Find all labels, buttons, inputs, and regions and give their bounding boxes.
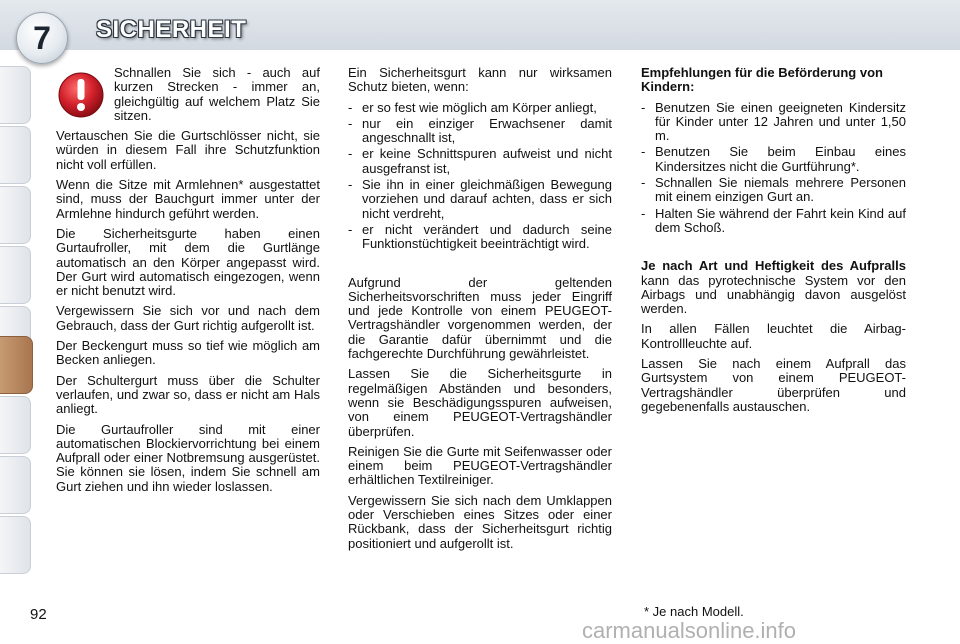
paragraph: Vergewissern Sie sich nach dem Umklappen oder Verschieben eines Sitzes oder einer Rückbank, dass der Sicherheitsgurt richtig positioniert und aufgerollt ist.	[348, 492, 612, 551]
paragraph: Vertauschen Sie die Gurtschlösser nicht, sie würden in diesem Fall ihre Schutzfunktion nicht voll erfüllen.	[56, 128, 320, 172]
chapter-title: SICHERHEIT	[96, 16, 247, 43]
spacer	[348, 258, 612, 276]
paragraph: Der Beckengurt muss so tief wie möglich am Becken anliegen.	[56, 338, 320, 368]
list-item: - er keine Schnittspuren aufweist und nicht ausgefranst ist,	[348, 147, 612, 176]
paragraph: Die Sicherheitsgurte haben einen Gurtaufroller, mit dem die Gurtlänge automatisch an den Körper angepasst wird. Der Gurt wird automatisch eingezogen, wenn er nicht benutzt wird.	[56, 225, 320, 299]
column-right	[641, 66, 906, 420]
paragraph: Die Gurtaufroller sind mit einer automatischen Blockiervorrichtung bei einem Aufprall oder einer Notbremsung ausgerüstet. Sie können sie lösen, indem Sie schnell am Gurt ziehen und ihn wieder loslassen.	[56, 421, 320, 494]
chapter-tab-active[interactable]	[0, 336, 33, 394]
column-left	[56, 66, 320, 500]
chapter-tab-strip	[0, 52, 34, 582]
paragraph: Reinigen Sie die Gurte mit Seifenwasser oder einem beim PEUGEOT-Vertragshändler erhältlichen Textilreiniger.	[348, 443, 612, 488]
page-number: 92	[30, 606, 47, 623]
chapter-tab-1[interactable]	[0, 66, 31, 124]
list-item: - er nicht verändert und dadurch seine Funktionstüchtigkeit beeinträchtigt wird.	[348, 223, 612, 252]
paragraph: Wenn die Sitze mit Armlehnen* ausgestattet sind, muss der Bauchgurt immer unter der Armlehne hindurch geführt werden.	[56, 177, 320, 221]
paragraph: Lassen Sie die Sicherheitsgurte in regelmäßigen Abständen und besonders, wenn sie Beschädigungsspuren aufweisen, von einem PEUGEOT-Vertragshändler überprüfen.	[348, 366, 612, 439]
paragraph: Ein Sicherheitsgurt kann nur wirksamen Schutz bieten, wenn:	[348, 65, 612, 95]
list-item: - Benutzen Sie beim Einbau eines Kindersitzes nicht die Gurtführung*.	[641, 145, 906, 174]
list-item: - nur ein einziger Erwachsener damit angeschnallt ist,	[348, 117, 612, 146]
conditions-list	[348, 101, 612, 252]
paragraph: Aufgrund der geltenden Sicherheitsvorschriften muss jeder Eingriff und jede Kontrolle von einem PEUGEOT-Vertragshändler vorgenommen werden, der die Garantie dafür übernimmt und die fachgerechte Durchführung gewährleistet.	[348, 274, 612, 362]
warning-text: Schnallen Sie sich - auch auf kurzen Strecken - immer an, gleichgültig auf welchem Platz Sie sitzen.	[114, 65, 320, 123]
paragraph: Vergewissern Sie sich vor und nach dem Gebrauch, dass der Gurt richtig aufgerollt ist.	[56, 303, 320, 333]
paragraph: In allen Fällen leuchtet die Airbag-Kontrollleuchte auf.	[641, 321, 906, 351]
footnote: * Je nach Modell.	[644, 604, 744, 619]
list-item: - Halten Sie während der Fahrt kein Kind auf dem Schoß.	[641, 207, 906, 236]
chapter-tab-4[interactable]	[0, 246, 31, 304]
chapter-tab-9[interactable]	[0, 516, 31, 574]
chapter-tab-8[interactable]	[0, 456, 31, 514]
pretensioner-paragraph	[641, 259, 906, 316]
warning-block	[56, 66, 320, 123]
chapter-tab-2[interactable]	[0, 126, 31, 184]
children-heading: Empfehlungen für die Beförderung von Kindern:	[641, 65, 883, 95]
list-item: - Benutzen Sie einen geeigneten Kindersitz für Kinder unter 12 Jahren und unter 1,50 m.	[641, 101, 906, 144]
pretensioner-text: kann das pyrotechnische System vor den Airbags und unabhängig davon ausgelöst werden.	[641, 272, 906, 317]
list-item: - er so fest wie möglich am Körper anliegt,	[348, 101, 612, 115]
chapter-tab-7[interactable]	[0, 396, 31, 454]
chapter-tab-3[interactable]	[0, 186, 31, 244]
chapter-number-badge: 7	[16, 12, 68, 64]
children-list	[641, 101, 906, 236]
paragraph: Der Schultergurt muss über die Schulter verlaufen, und zwar so, dass er nicht am Hals anliegt.	[56, 372, 320, 417]
paragraph: Lassen Sie nach einem Aufprall das Gurtsystem von einem PEUGEOT-Vertragshändler überprüfen und gegebenenfalls austauschen.	[641, 356, 906, 414]
list-item: - Sie ihn in einer gleichmäßigen Bewegung vorziehen und darauf achten, dass er sich nicht verdreht,	[348, 178, 612, 221]
pretensioner-bold: Je nach Art und Heftigkeit des Aufpralls	[641, 258, 906, 274]
warning-exclamation-icon	[56, 70, 106, 120]
watermark: carmanualsonline.info	[582, 618, 797, 643]
list-item: - Schnallen Sie niemals mehrere Personen mit einem einzigen Gurt an.	[641, 176, 906, 205]
spacer	[641, 241, 906, 259]
column-middle	[348, 66, 612, 557]
